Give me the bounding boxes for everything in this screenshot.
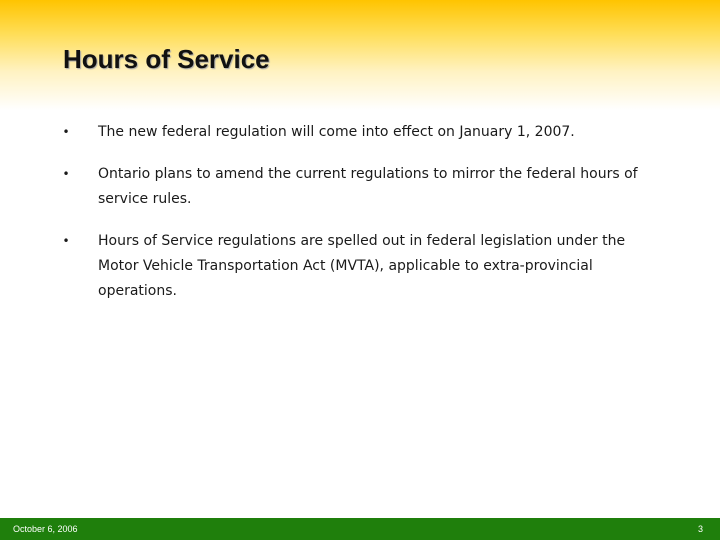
bullet-item — [60, 162, 660, 212]
bullet-text: Ontario plans to amend the current regulations to mirror the federal hours of service rules. — [98, 166, 638, 207]
bullet-dot-icon: • — [62, 234, 70, 248]
page-number: 3 — [697, 524, 703, 534]
bullet-item — [60, 120, 660, 145]
footer-date: October 6, 2006 — [13, 524, 78, 534]
bullet-dot-icon: • — [62, 167, 70, 181]
bullet-text: The new federal regulation will come into effect on January 1, 2007. — [98, 124, 575, 140]
footer-bar — [0, 518, 720, 540]
bullet-list — [60, 120, 660, 321]
bullet-text: Hours of Service regulations are spelled out in federal legislation under the Motor Vehicle Transportation Act (MVTA), applicable to extra-provincial operations. — [98, 233, 626, 299]
bullet-item — [60, 229, 660, 304]
slide-title: Hours of Service — [63, 44, 270, 74]
bullet-dot-icon: • — [62, 125, 70, 139]
